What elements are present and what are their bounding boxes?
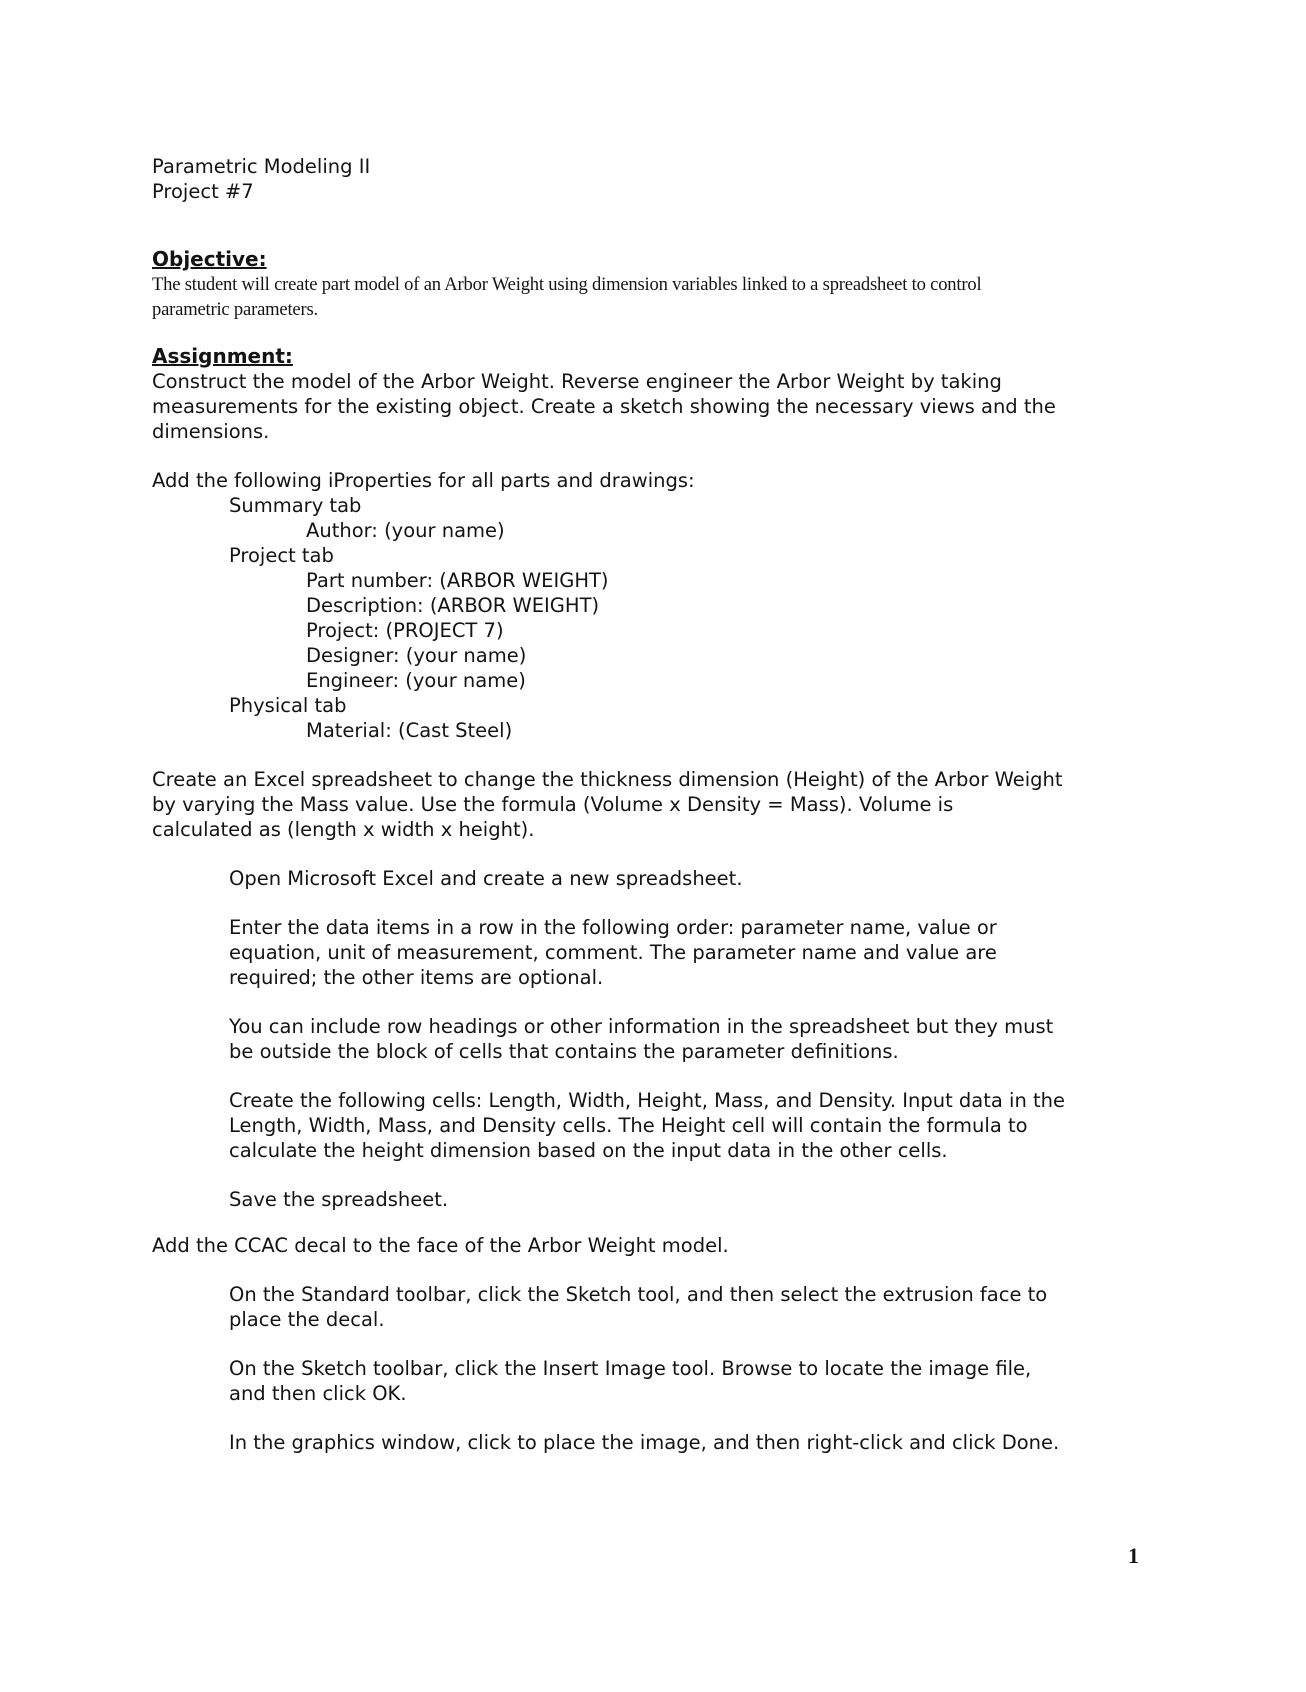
objective-heading: Objective:	[152, 247, 267, 271]
spreadsheet-intro-line: Create an Excel spreadsheet to change the thickness dimension (Height) of the Arbor Weight	[152, 768, 1063, 791]
step-enter-line: Enter the data items in a row in the following order: parameter name, value or	[229, 916, 997, 939]
spreadsheet-intro	[152, 767, 1162, 842]
step-sketch-line: On the Standard toolbar, click the Sketch tool, and then select the extrusion face to	[229, 1283, 1048, 1306]
step-enter-line: required; the other items are optional.	[229, 966, 604, 989]
project-number: Project #7	[152, 180, 254, 203]
course-title: Parametric Modeling II	[152, 155, 371, 178]
assignment-text	[152, 369, 1162, 444]
objective-text	[152, 272, 1162, 322]
description-property: Description: (ARBOR WEIGHT)	[306, 594, 600, 617]
step-insert-line: On the Sketch toolbar, click the Insert Image tool. Browse to locate the image file,	[229, 1357, 1032, 1380]
document-body	[152, 154, 1162, 1455]
project-property: Project: (PROJECT 7)	[306, 619, 504, 642]
step-sketch-line: place the decal.	[229, 1308, 385, 1331]
step-enter-line: equation, unit of measurement, comment. The parameter name and value are	[229, 941, 997, 964]
step-insert-image	[152, 1356, 1162, 1406]
step-insert-line: and then click OK.	[229, 1382, 407, 1405]
step-headings-line: be outside the block of cells that contains the parameter definitions.	[229, 1040, 899, 1063]
step-row-headings	[152, 1014, 1162, 1064]
assignment-heading: Assignment:	[152, 344, 293, 368]
step-sketch-tool	[152, 1282, 1162, 1332]
step-open-excel: Open Microsoft Excel and create a new spreadsheet.	[229, 867, 743, 890]
step-headings-line: You can include row headings or other information in the spreadsheet but they must	[229, 1015, 1054, 1038]
assignment-line: dimensions.	[152, 420, 270, 443]
objective-line: parametric parameters.	[152, 299, 318, 320]
iproperties-intro: Add the following iProperties for all parts and drawings:	[152, 469, 695, 492]
material-property: Material: (Cast Steel)	[306, 719, 513, 742]
page-number: 1	[1128, 1543, 1139, 1568]
summary-tab-label: Summary tab	[229, 494, 362, 517]
spreadsheet-intro-line: calculated as (length x width x height).	[152, 818, 535, 841]
author-property: Author: (your name)	[306, 519, 505, 542]
assignment-line: Construct the model of the Arbor Weight. Reverse engineer the Arbor Weight by taking	[152, 370, 1002, 393]
part-number-property: Part number: (ARBOR WEIGHT)	[306, 569, 609, 592]
step-place-image: In the graphics window, click to place the image, and then right-click and click Done.	[229, 1431, 1060, 1454]
project-tab-label: Project tab	[229, 544, 334, 567]
step-save-spreadsheet: Save the spreadsheet.	[229, 1188, 449, 1211]
designer-property: Designer: (your name)	[306, 644, 527, 667]
iproperties-section	[152, 468, 1162, 743]
decal-intro: Add the CCAC decal to the face of the Arbor Weight model.	[152, 1234, 729, 1257]
engineer-property: Engineer: (your name)	[306, 669, 526, 692]
step-cells-line: calculate the height dimension based on the input data in the other cells.	[229, 1139, 948, 1162]
step-cells-line: Create the following cells: Length, Width, Height, Mass, and Density. Input data in the	[229, 1089, 1066, 1112]
step-enter-data	[152, 915, 1162, 990]
objective-line: The student will create part model of an Arbor Weight using dimension variables linked to a spreadsheet to control	[152, 274, 982, 295]
step-cells-line: Length, Width, Mass, and Density cells. The Height cell will contain the formula to	[229, 1114, 1028, 1137]
physical-tab-label: Physical tab	[229, 694, 347, 717]
spreadsheet-intro-line: by varying the Mass value. Use the formula (Volume x Density = Mass). Volume is	[152, 793, 954, 816]
step-create-cells	[152, 1088, 1162, 1163]
assignment-line: measurements for the existing object. Create a sketch showing the necessary views and the	[152, 395, 1056, 418]
